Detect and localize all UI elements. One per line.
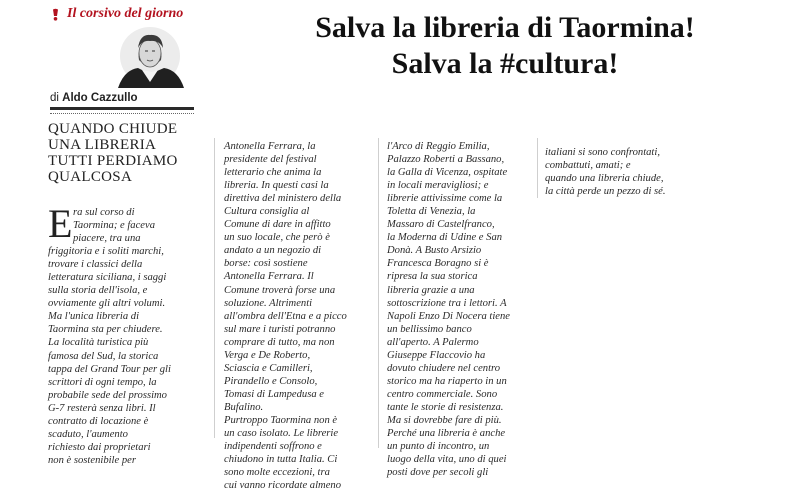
article-kicker bbox=[48, 121, 208, 185]
column-divider bbox=[378, 138, 379, 448]
column-divider bbox=[537, 138, 538, 198]
article-column-2 bbox=[224, 140, 374, 492]
kicker-line: UNA LIBRERIA bbox=[48, 137, 157, 153]
text-line: un bellissimo banco bbox=[387, 323, 472, 335]
article-column-4 bbox=[545, 146, 695, 198]
text-line: scaduto, l'aumento bbox=[48, 428, 128, 440]
text-line: Massaro di Castelfranco, bbox=[387, 219, 495, 231]
text-line: Pirandello e Consolo, bbox=[224, 375, 318, 387]
text-line: ovviamente gli altri volumi. bbox=[48, 298, 166, 310]
text-line: G-7 resterà senza libri. Il bbox=[48, 402, 156, 414]
text-line: Bufalino. bbox=[224, 401, 264, 413]
text-line: luogo della vita, uno di quei bbox=[387, 454, 507, 466]
text-line: borse: così sostiene bbox=[224, 258, 308, 270]
text-line: Ma l'unica libreria di bbox=[48, 311, 140, 323]
text-line: chiudono in tutta Italia. Ci bbox=[224, 454, 338, 466]
text-line: tappa del Grand Tour per gli bbox=[48, 363, 171, 375]
article-column-1 bbox=[48, 201, 198, 467]
kicker-line: QUALCOSA bbox=[48, 169, 133, 185]
kicker-line: TUTTI PERDIAMO bbox=[48, 153, 178, 169]
text-line: ra sul corso di bbox=[73, 207, 135, 218]
text-line: non è sostenibile per bbox=[48, 454, 136, 466]
text-line: libreria. In questi casi la bbox=[224, 180, 329, 192]
text-line: probabile sede del prossimo bbox=[48, 389, 167, 401]
text-line: italiani si sono confrontati, bbox=[545, 147, 660, 158]
text-line: libreria grazie a una bbox=[387, 284, 475, 296]
text-line: La località turistica più bbox=[48, 337, 149, 349]
text-line: Donà. A Busto Arsizio bbox=[387, 245, 482, 257]
column-divider bbox=[214, 138, 215, 438]
text-line: all'aperto. A Palermo bbox=[387, 336, 479, 348]
text-line: sottoscrizione tra i lettori. A bbox=[387, 297, 507, 309]
text-line: Sciascia e Camilleri, bbox=[224, 362, 313, 374]
text-line: contratto di locazione è bbox=[48, 415, 149, 427]
text-line: Taormina sta per chiudere. bbox=[48, 324, 163, 336]
author-portrait bbox=[112, 26, 190, 88]
text-line: un suo locale, che però è bbox=[224, 232, 330, 244]
text-line: cui vanno ricordate almeno bbox=[224, 480, 341, 492]
text-line: la città perde un pezzo di sé. bbox=[545, 186, 666, 198]
text-line: piacere, tra una bbox=[73, 233, 141, 245]
text-line: posti dove per secoli gli bbox=[387, 467, 489, 479]
text-line: Antonella Ferrara. Il bbox=[224, 271, 314, 283]
text-line: Purtroppo Taormina non è bbox=[224, 414, 338, 426]
text-line: un caso isolato. Le librerie bbox=[224, 428, 339, 440]
column-tag bbox=[50, 6, 183, 22]
text-line: la Galla di Vicenza, ospitate bbox=[387, 167, 508, 179]
headline-line-2: Salva la #cultura! bbox=[391, 47, 619, 80]
text-line: direttiva del ministero della bbox=[224, 193, 342, 205]
kicker-line: QUANDO CHIUDE bbox=[48, 121, 178, 137]
byline-rule bbox=[50, 107, 194, 110]
text-line: Toletta di Venezia, la bbox=[387, 206, 476, 218]
text-line: Palazzo Roberti a Bassano, bbox=[387, 154, 505, 166]
text-line: letterario che anima la bbox=[224, 167, 322, 179]
text-line: friggitoria e i soliti marchi, bbox=[48, 246, 164, 258]
text-line: Taormina; e faceva bbox=[73, 220, 155, 232]
text-line: Giuseppe Flaccovio ha bbox=[387, 349, 486, 361]
text-line: sono molte eccezioni, tra bbox=[224, 467, 330, 479]
text-line: l'Arco di Reggio Emilia, bbox=[387, 141, 490, 152]
text-line: Comune di dare in affitto bbox=[224, 219, 331, 231]
text-line: Francesca Boragno si è bbox=[387, 258, 489, 270]
text-line: storico ma ha riaperto in un bbox=[387, 375, 507, 387]
byline-dotted-rule bbox=[50, 113, 194, 114]
text-line: Antonella Ferrara, la bbox=[224, 141, 316, 152]
text-line: letteratura siciliana, i saggi bbox=[48, 272, 167, 284]
text-line: librerie attivissime come la bbox=[387, 193, 503, 205]
text-line: Perché una libreria è anche bbox=[387, 428, 506, 440]
text-line: ripresa la sua storica bbox=[387, 271, 478, 283]
text-line: tante le storie di resistenza. bbox=[387, 401, 504, 413]
text-line: all'ombra dell'Etna e a picco bbox=[224, 310, 347, 322]
byline bbox=[50, 92, 194, 104]
text-line: quando una libreria chiude, bbox=[545, 173, 664, 185]
text-line: Verga e De Roberto, bbox=[224, 349, 311, 361]
text-line: presidente del festival bbox=[224, 154, 317, 166]
text-line: famosa del Sud, la storica bbox=[48, 350, 159, 362]
text-line: andato a un negozio di bbox=[224, 245, 322, 257]
text-line: indipendenti soffrono e bbox=[224, 441, 322, 453]
text-line: centro commerciale. Sono bbox=[387, 388, 498, 400]
text-line: un punto di incontro, un bbox=[387, 441, 490, 453]
article-column-3 bbox=[387, 140, 537, 479]
headline-line-1: Salva la libreria di Taormina! bbox=[315, 11, 695, 44]
text-line: Ma si dovrebbe fare di più. bbox=[387, 414, 502, 426]
column-tag-label: Il corsivo del giorno bbox=[67, 6, 184, 21]
text-line: Cultura consiglia al bbox=[224, 206, 310, 218]
text-line: scrittori di ogni tempo, la bbox=[48, 376, 157, 388]
byline-author: Aldo Cazzullo bbox=[62, 92, 138, 104]
text-line: sulla storia dell'isola, e bbox=[48, 285, 148, 297]
text-line: richiesto dai proprietari bbox=[48, 441, 151, 453]
text-line: combattuti, amati; e bbox=[545, 160, 631, 172]
text-line: sul mare i turisti potranno bbox=[224, 323, 336, 335]
exclamation-mark-icon bbox=[50, 8, 61, 21]
text-line: soluzione. Altrimenti bbox=[224, 297, 313, 309]
text-line: Comune troverà forse una bbox=[224, 284, 336, 296]
text-line: dovuto chiudere nel centro bbox=[387, 362, 501, 374]
byline-block bbox=[50, 92, 194, 114]
text-line: comprare di tutto, ma non bbox=[224, 336, 335, 348]
text-line: in locali meravigliosi; e bbox=[387, 180, 489, 192]
text-line: trovare i classici della bbox=[48, 259, 143, 271]
text-line: la Moderna di Udine e San bbox=[387, 232, 503, 244]
text-line: Napoli Enzo Di Nocera tiene bbox=[387, 310, 510, 322]
text-line: Tomasi di Lampedusa e bbox=[224, 388, 324, 400]
byline-prefix: di bbox=[50, 92, 59, 104]
page-headline bbox=[255, 10, 755, 82]
drop-cap: E bbox=[48, 201, 73, 246]
